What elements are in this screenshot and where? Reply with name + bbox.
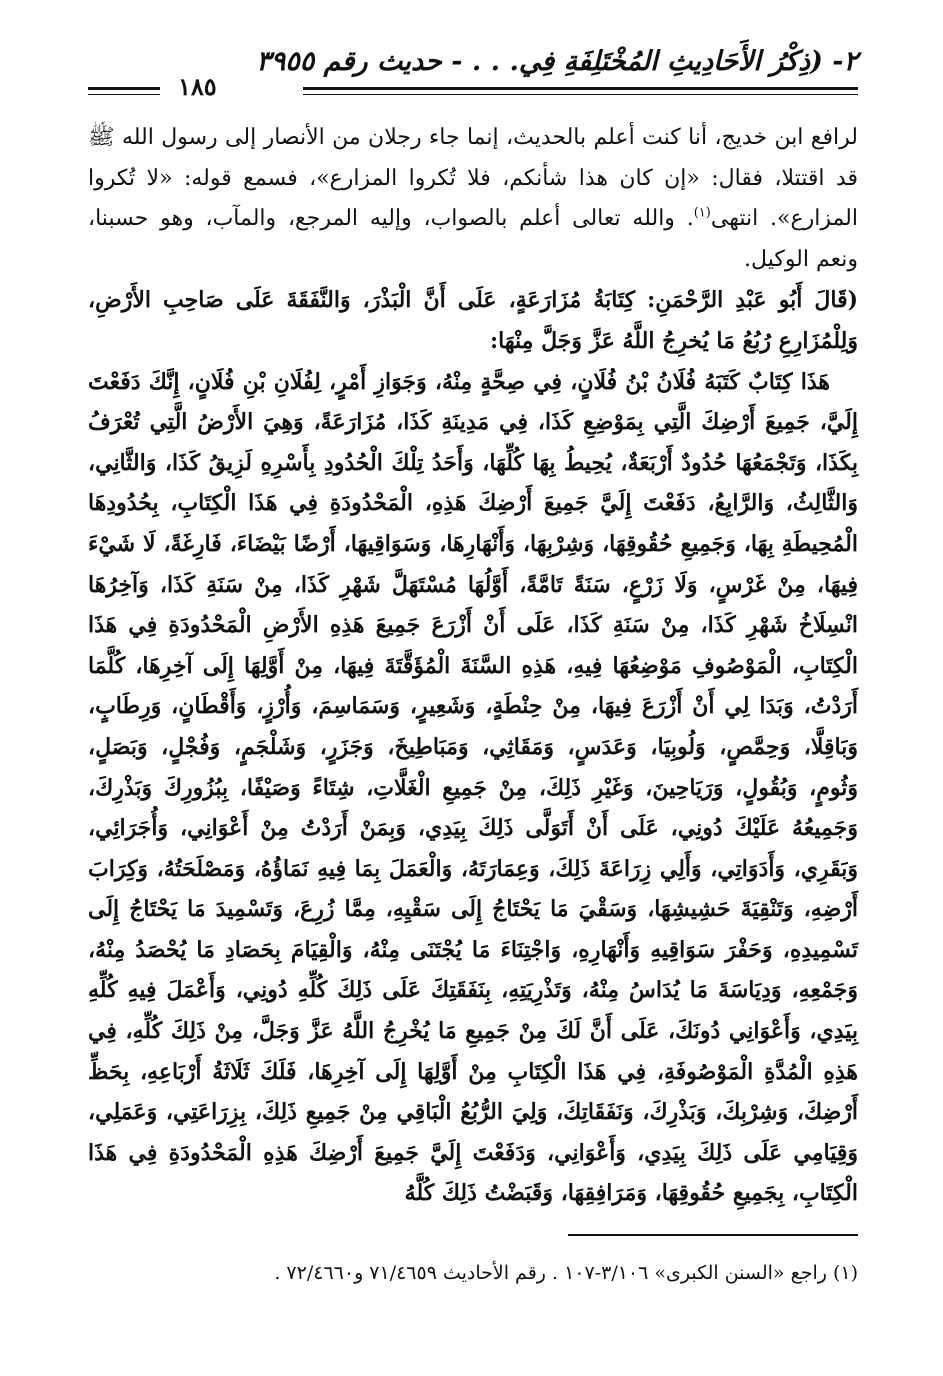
intro-paragraph xyxy=(88,118,858,280)
intro-tail: . والله تعالى أعلم بالصواب، وإليه المرجع، والمآب، وهو حسبنا، ونعم الوكيل. xyxy=(88,206,858,272)
intro-text: لرافع ابن خديج، أنا كنت أعلم بالحديث، إنما جاء رجلان من الأنصار إلى رسول الله ﷺ قد اقتتلا، فقال: «إن كان هذا شأنكم، فلا تُكروا المزارع»، فسمع قوله: «لا تُكروا المزارع». انتهى xyxy=(88,125,858,232)
running-title: ٢- (ذِكْرُ الأَحَادِيثِ المُخْتَلِفَةِ فِي. . . - حديث رقم ٣٩٥٥ xyxy=(256,46,858,77)
header-rule-short xyxy=(88,87,160,95)
header-rule-long xyxy=(303,87,858,95)
page-number: ١٨٥ xyxy=(178,72,217,101)
section-heading: (قَالَ أَبُو عَبْدِ الرَّحْمَنِ: كِتَابَةُ مُزَارَعَةٍ، عَلَى أَنَّ الْبَذْرَ، وَالنَّفَقَةَ عَلَى صَاحِبِ الأَرْضِ، وَلِلْمُزَارِعِ رُبُعُ مَا يُخرِجُ اللَّهُ عَزَّ وَجَلَّ مِنْهَا: xyxy=(88,287,858,354)
page-header xyxy=(88,42,858,104)
footnote-rule xyxy=(568,1234,858,1236)
footnote-marker: (١) xyxy=(693,205,711,221)
footnote: (١) راجع «السنن الكبرى» ٣/١٠٦-١٠٧ . رقم الأحاديث ٧١/٤٦٥٩ و٧٢/٤٦٦٠ . xyxy=(274,1262,858,1284)
contract-paragraph: هَذَا كِتَابٌ كَتَبَهُ فُلَانُ بْنُ فُلَانٍ، فِي صِحَّةٍ مِنْهُ، وَجَوَازِ أَمْرٍ، لِفُلَانِ بْنِ فُلَانٍ، إِنَّكَ دَفَعْتَ إِلَيَّ، جَمِيعَ أَرْضِكَ الَّتِي بِمَوْضِعِ كَذَا، فِي مَدِينَةِ كَذَا، مُزَارَعَةً، وَهِيَ الأَرْضُ الَّتِي تُعْرَفُ بِكَذَا، وَتَجْمَعُهَا حُدُودٌ أَرْبَعَةٌ، يُحِيطُ بِهَا كُلِّهَا، وَأَحَدُ تِلْكَ الْحُدُودِ بِأَسْرِهِ لَزِيقُ كَذَا، وَالثَّانِي، وَالثَّالِثُ، وَالرَّابِعُ، دَفَعْتَ إِلَيَّ جَمِيعَ أَرْضِكَ هَذِهِ، الْمَحْدُودَةِ فِي هَذَا الْكِتَابِ، بِحُدُودِهَا الْمُحِيطَةِ بِهَا، وَجَمِيعِ حُقُوقِهَا، وَشِرْبِهَا، وَأَنْهَارِهَا، وَسَوَاقِيهَا، أَرْضًا بَيْضَاءَ، فَارِغَةً، لَا شَيْءَ فِيهَا، مِنْ غَرْسٍ، وَلَا زَرْعٍ، سَنَةً تَامَّةً، أَوَّلُهَا مُسْتَهَلَّ شَهْرِ كَذَا، مِنْ سَنَةِ كَذَا، وَآخِرُهَا انْسِلَاخُ شَهْرِ كَذَا، مِنْ سَنَةِ كَذَا، عَلَى أَنْ أَزْرَعَ جَمِيعَ هَذِهِ الأَرْضِ الْمَحْدُودَةِ فِي هَذَا الْكِتَابِ، الْمَوْصُوفِ مَوْضِعُهَا فِيهِ، هَذِهِ السَّنَةَ الْمُؤَقَّتَةَ فِيهَا، مِنْ أَوَّلِهَا إِلَى آخِرِهَا، كُلَّمَا أَرَدْتُ، وَبَدَا لِي أَنْ أَزْرَعَ فِيهَا، مِنْ حِنْطَةٍ، وَشَعِيرٍ، وَسَمَاسِمَ، وَأُرْزٍ، وَأَقْطَانٍ، وَرِطَابٍ، وَبَاقِلَّا، وَحِمَّصٍ، وَلُوبِيَا، وَعَدَسٍ، وَمَقَاثِي، وَمَبَاطِيخَ، وَجَزَرٍ، وَشَلْجَمٍ، وَفُجْلٍ، وَبَصَلٍ، وَثُومٍ، وَبُقُولٍ، وَرَيَاحِينَ، وَغَيْرِ ذَلِكَ، مِنْ جَمِيعِ الْغَلَّاتِ، شِتَاءً وَصَيْفًا، بِبُزُورِكَ وَبَذْرِكَ، وَجَمِيعُهُ عَلَيْكَ دُونِي، عَلَى أَنْ أَتَوَلَّى ذَلِكَ بِيَدِي، وَبِمَنْ أَرَدْتُ مِنْ أَعْوَانِي، وَأُجَرَائِي، وَبَقَرِي، وَأَدَوَاتِي، وَأَلِي زِرَاعَةَ ذَلِكَ، وَعِمَارَتَهُ، وَالْعَمَلَ بِمَا فِيهِ نَمَاؤُهُ، وَمَصْلَحَتُهُ، وَكِرَابَ أَرْضِهِ، وَتَنْقِيَةَ حَشِيشِهَا، وَسَقْيَ مَا يَحْتَاجُ إِلَى سَقْيِهِ، مِمَّا زُرِعَ، وَتَسْمِيدَ مَا يَحْتَاجُ إِلَى تَسْمِيدِهِ، وَحَفْرَ سَوَاقِيهِ وَأَنْهَارِهِ، وَاجْتِنَاءَ مَا يُجْتَنَى مِنْهُ، وَالْقِيَامَ بِحَصَادِ مَا يُحْصَدُ مِنْهُ، وَجَمْعِهِ، وَدِيَاسَةَ مَا يُدَاسُ مِنْهُ، وَتَذْرِيَتِهِ، بِنَفَقَتِكَ عَلَى ذَلِكَ كُلِّهِ دُونِي، وَأَعْمَلَ فِيهِ كُلِّهِ بِيَدِي، وَأَعْوَانِي دُونَكَ، عَلَى أَنَّ لَكَ مِنْ جَمِيعِ مَا يُخْرِجُ اللَّهُ عَزَّ وَجَلَّ، مِنْ ذَلِكَ كُلِّهِ، فِي هَذِهِ الْمُدَّةِ الْمَوْصُوفَةِ، فِي هَذَا الْكِتَابِ مِنْ أَوَّلِهَا إِلَى آخِرِهَا، فَلَكَ ثَلَاثَةُ أَرْبَاعِهِ، بِحَظِّ أَرْضِكَ، وَشِرْبِكَ، وَبَذْرِكَ، وَنَفَقَاتِكَ، وَلِيَ الرُّبُعُ الْبَاقِي مِنْ جَمِيعِ ذَلِكَ، بِزِرَاعَتِي، وَعَمَلِي، وَقِيَامِي عَلَى ذَلِكَ بِيَدِي، وَأَعْوَانِي، وَدَفَعْتَ إِلَيَّ جَمِيعَ أَرْضِكَ هَذِهِ الْمَحْدُودَةِ فِي هَذَا الْكِتَابِ، بِجَمِيعِ حُقُوقِهَا، وَمَرَافِقِهَا، وَقَبَضْتُ ذَلِكَ كُلَّهُ xyxy=(88,368,858,1207)
page-body xyxy=(88,118,858,1214)
